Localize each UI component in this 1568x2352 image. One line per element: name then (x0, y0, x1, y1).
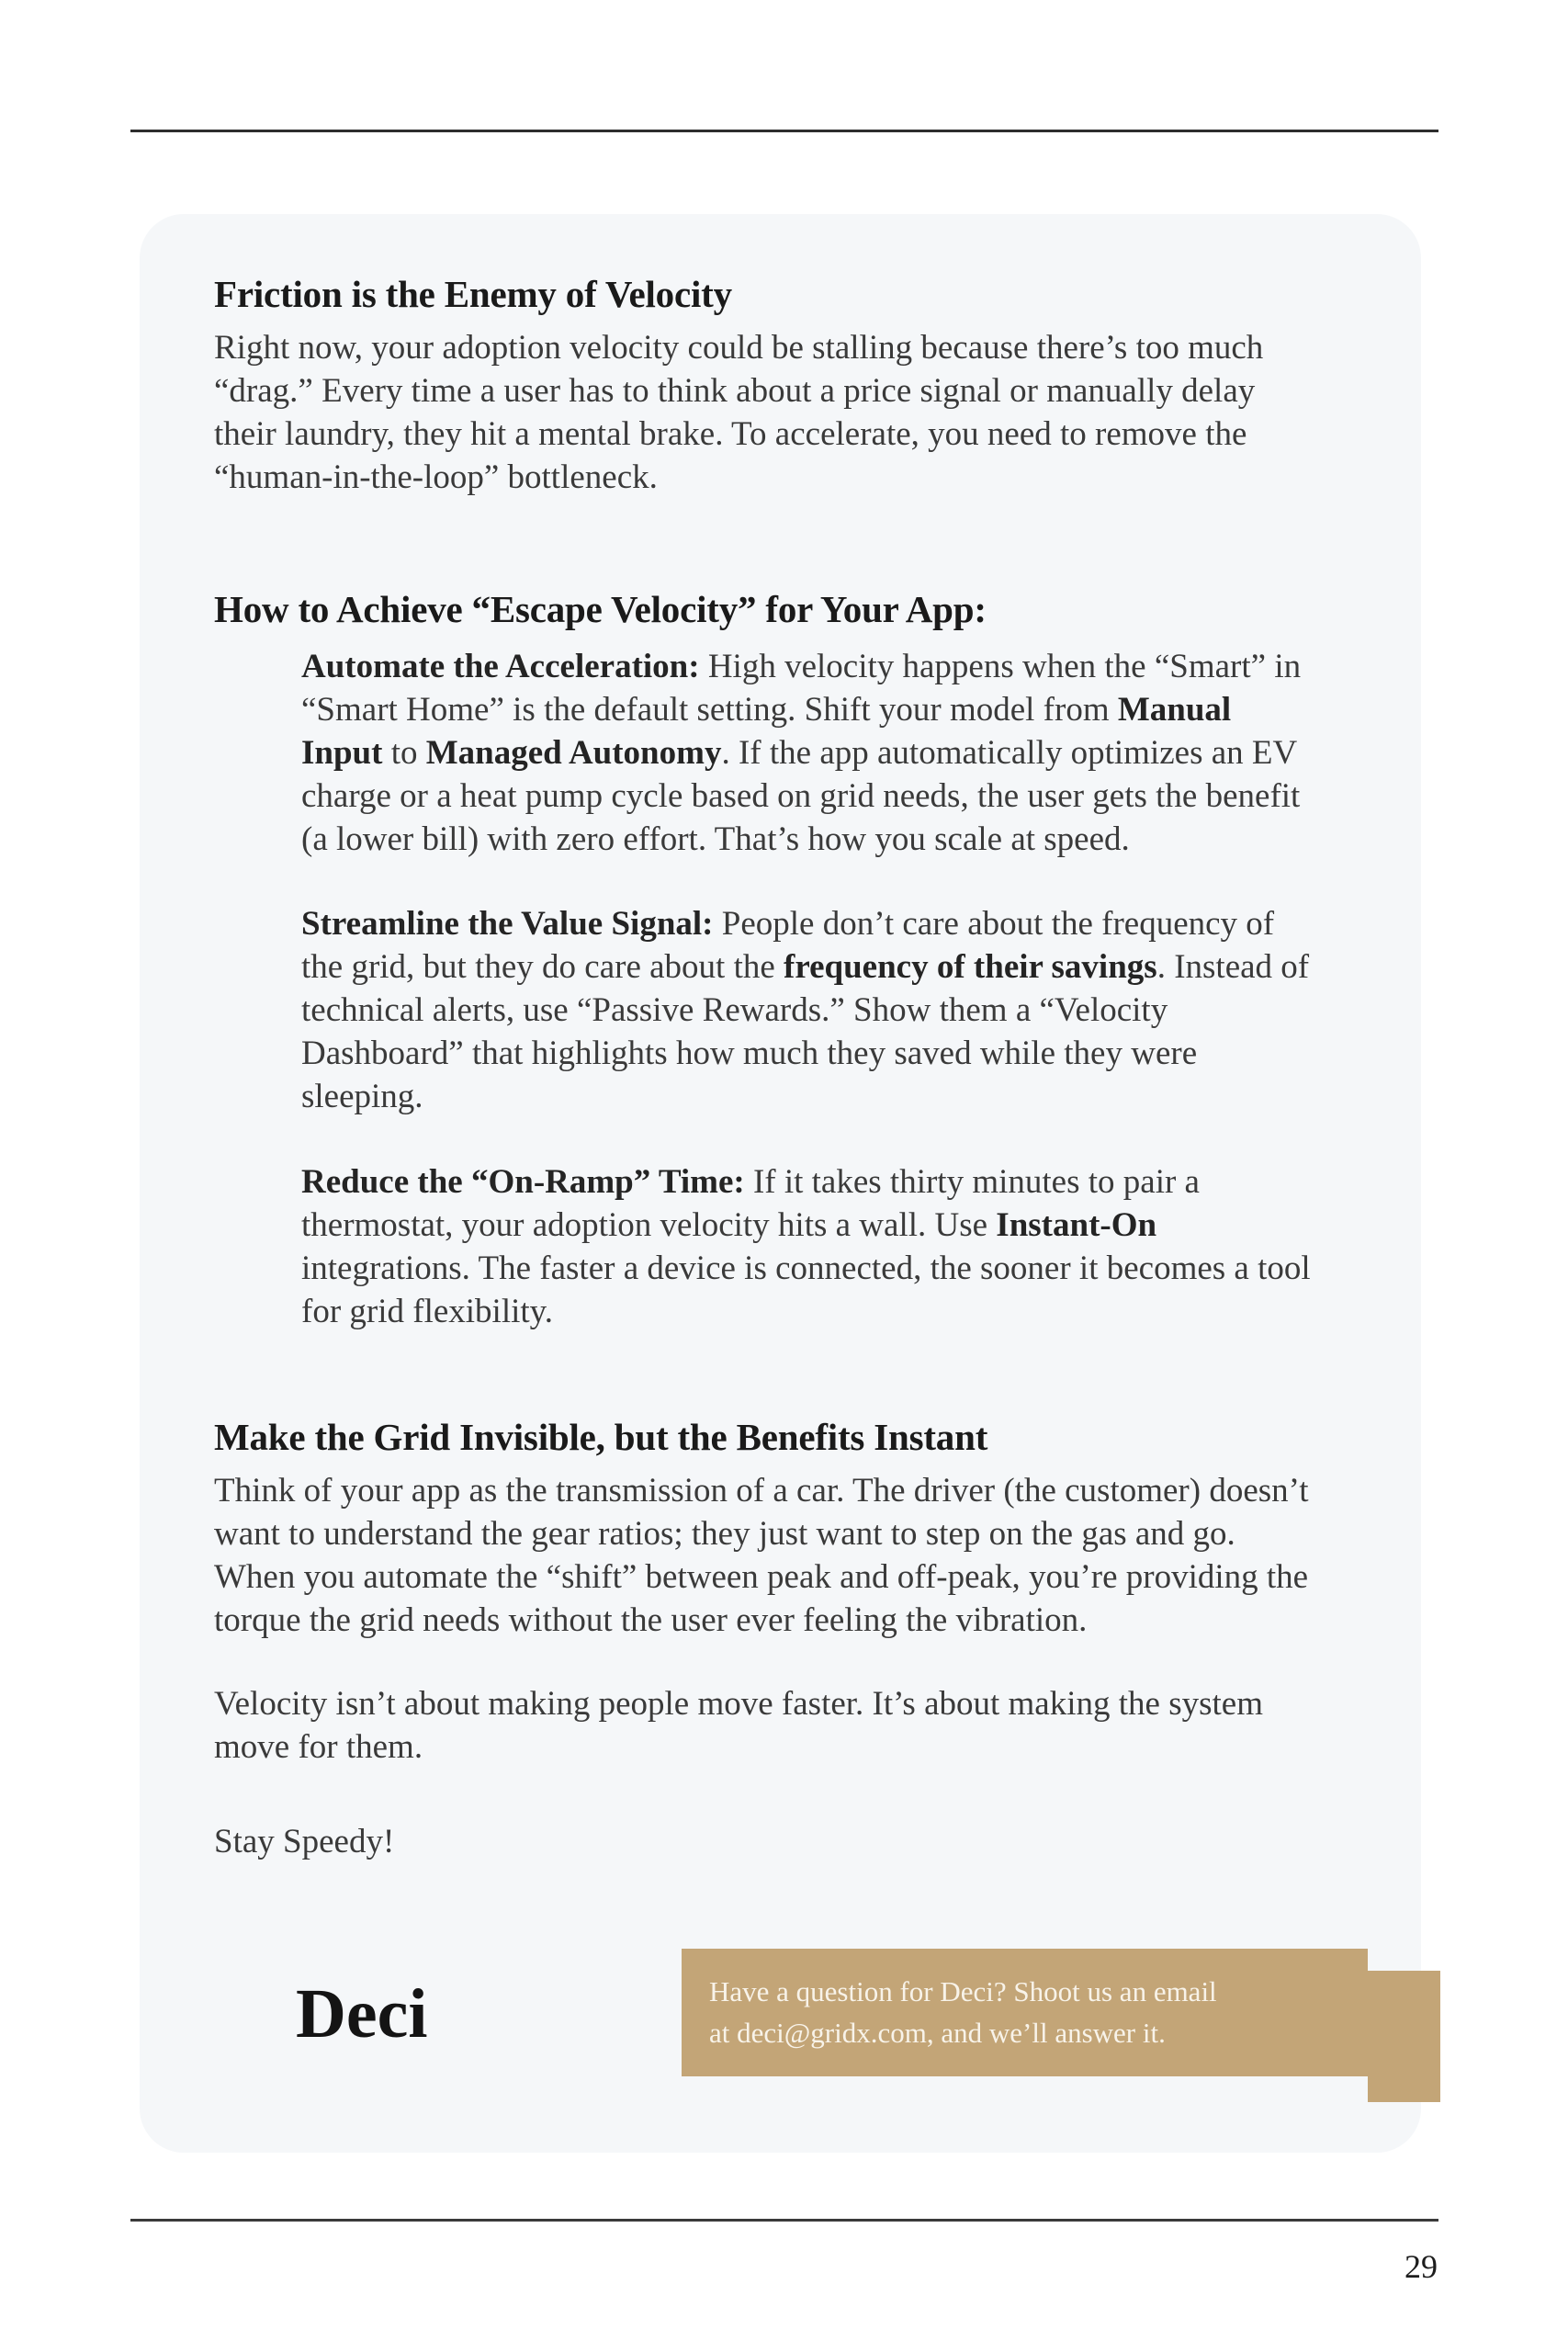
signature-deci: Deci (296, 1975, 428, 2052)
paragraph-grid-invisible: Think of your app as the transmission of a car. The driver (the customer) doesn’t want to understand the gear ratios; they just want to step on the gas and go. When you automate the “shift” between peak and off-peak, you’re providing the torque the grid needs without the user ever feeling the vibration. (214, 1472, 1309, 1639)
callout-line-1: Have a question for Deci? Shoot us an email (709, 1975, 1217, 2007)
section-heading-grid-invisible: Make the Grid Invisible, but the Benefits Instant (214, 1416, 988, 1458)
paragraph-closing: Velocity isn’t about making people move faster. It’s about making the system move for them. (214, 1685, 1263, 1766)
question-callout (682, 1949, 1368, 2076)
question-callout-tab (1368, 1971, 1440, 2102)
top-rule (130, 130, 1438, 132)
callout-line-2: at deci@gridx.com, and we’ll answer it. (709, 2017, 1166, 2049)
section-heading-escape-velocity: How to Achieve “Escape Velocity” for Your App: (214, 588, 987, 630)
content-card (140, 214, 1421, 2153)
bullet-paragraph-streamline: Streamline the Value Signal: People don’t care about the frequency of the grid, but they do care about the frequency of their savings. Instead of technical alerts, use “Passive Rewards.” Show them a “Velocity Dashboard” that highlights how much they saved while they were sleeping. (301, 905, 1310, 1115)
signoff-text: Stay Speedy! (214, 1823, 395, 1860)
bullet-paragraph-automate: Automate the Acceleration: High velocity happens when the “Smart” in “Smart Home” is the default setting. Shift your model from Manual Input to Managed Autonomy. If the app automatically optimizes an EV charge or a heat pump cycle based on grid needs, the user gets the benefit (a lower bill) with zero effort. That’s how you scale at speed. (301, 648, 1302, 858)
section-heading-friction: Friction is the Enemy of Velocity (214, 273, 732, 315)
bottom-rule (130, 2219, 1438, 2222)
paragraph-friction: Right now, your adoption velocity could be stalling because there’s too much “drag.” Every time a user has to think about a price signal or manually delay their laundry, they hit a mental brake. To accelerate, you need to remove the “human-in-the-loop” bottleneck. (214, 329, 1264, 496)
page-number: 29 (1404, 2248, 1438, 2285)
bullet-paragraph-onramp: Reduce the “On-Ramp” Time: If it takes thirty minutes to pair a thermostat, your adoption velocity hits a wall. Use Instant-On integrations. The faster a device is connected, the sooner it becomes a tool for grid flexibility. (301, 1163, 1311, 1330)
